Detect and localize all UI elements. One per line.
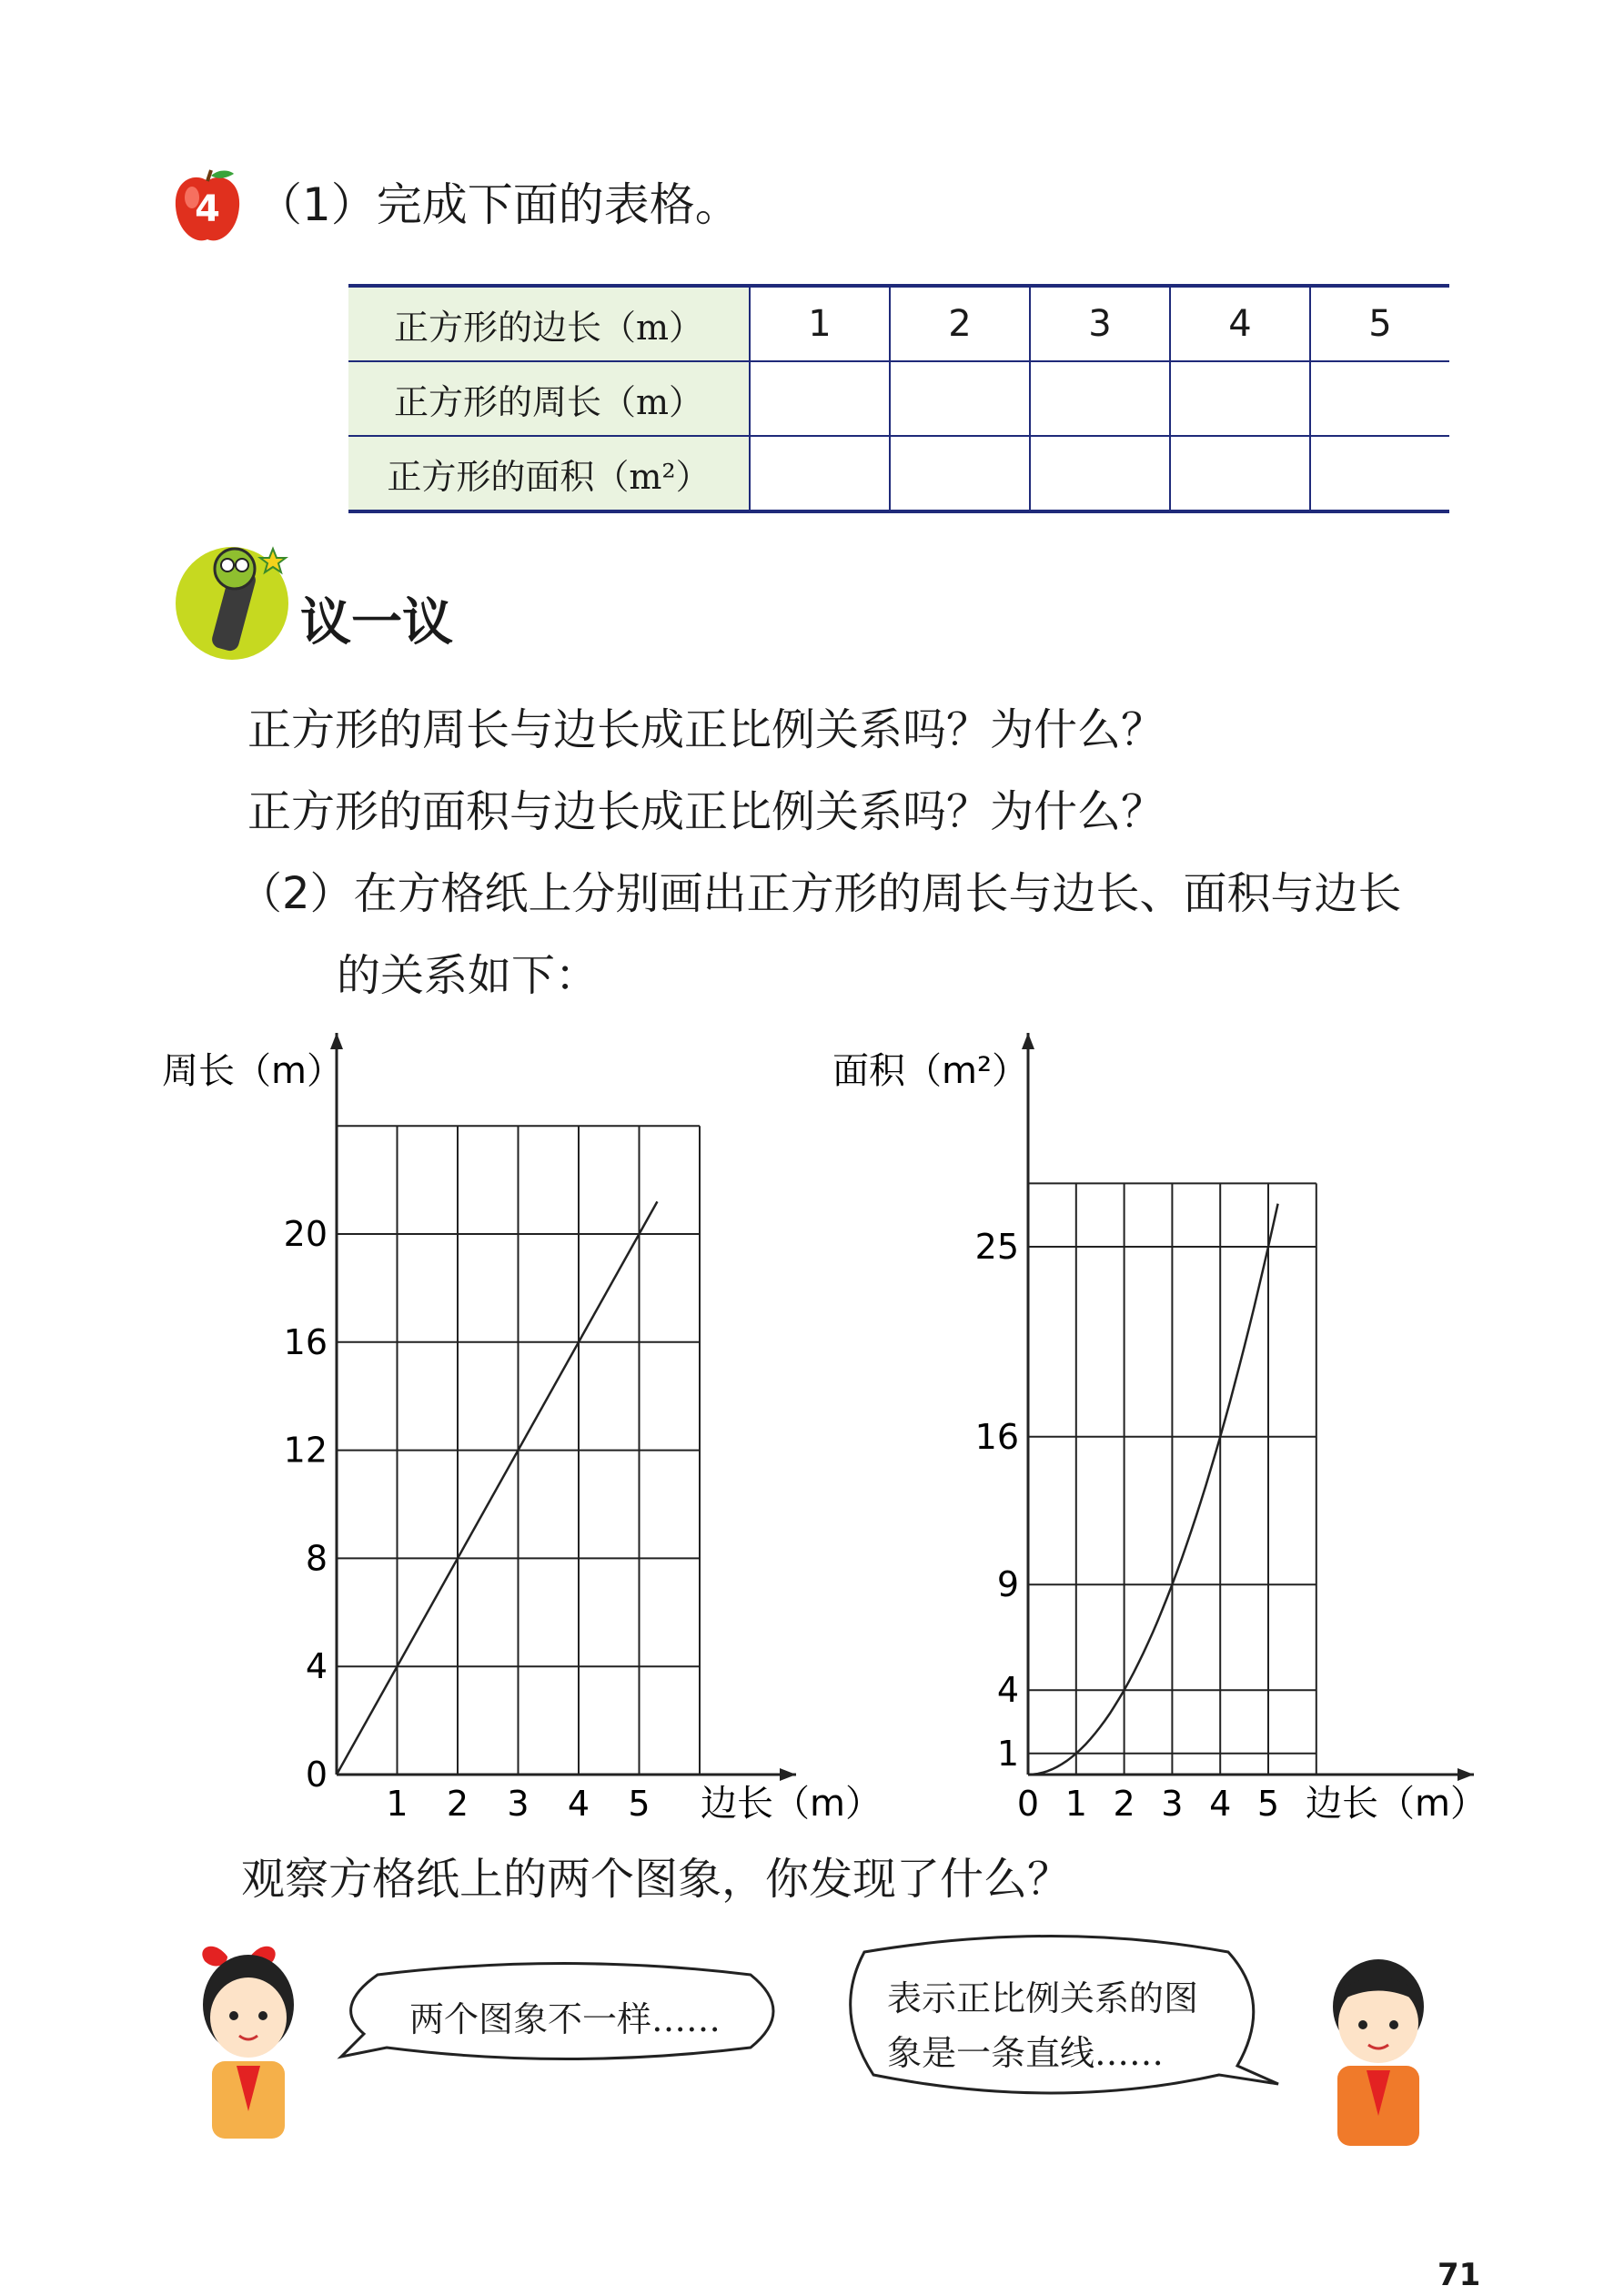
table-cell: 4 — [1170, 286, 1310, 361]
girl-speech-text: 两个图象不一样…… — [409, 1999, 721, 2039]
boy-speech-line1: 表示正比例关系的图 — [887, 1978, 1199, 2018]
x-tick-label: 5 — [1256, 1784, 1280, 1824]
table-cell: 5 — [1310, 286, 1449, 361]
table-cell: 3 — [1030, 286, 1170, 361]
x-axis-label: 边长（m） — [701, 1783, 882, 1825]
x-tick-label: 3 — [1161, 1784, 1184, 1824]
boy-speech-bubble — [828, 1929, 1283, 2102]
girl-speech-bubble — [332, 1957, 796, 2066]
y-axis-label: 面积（m²） — [832, 1050, 1028, 1092]
part2-line2: 的关系如下： — [337, 950, 600, 1001]
y-tick-label: 16 — [283, 1321, 328, 1362]
x-tick-label: 4 — [567, 1784, 590, 1824]
table-cell: 1 — [750, 286, 890, 361]
x-tick-label: 2 — [1113, 1784, 1135, 1824]
discuss-line2: 正方形的面积与边长成正比例关系吗？为什么？ — [247, 786, 1165, 837]
observe-question: 观察方格纸上的两个图象，你发现了什么？ — [241, 1854, 1072, 1905]
page-number: 71 — [1437, 2257, 1481, 2293]
y-tick-label: 9 — [996, 1564, 1019, 1605]
boy-avatar — [1310, 1943, 1447, 2148]
y-tick-label: 12 — [283, 1430, 328, 1471]
y-tick-label: 4 — [996, 1670, 1019, 1711]
y-tick-label: 4 — [305, 1646, 328, 1687]
x-tick-label: 5 — [628, 1784, 651, 1824]
x-tick-label: 4 — [1209, 1784, 1232, 1824]
table-cell: 2 — [890, 286, 1030, 361]
x-tick-label: 2 — [446, 1784, 469, 1824]
boy-speech-line2: 象是一条直线…… — [887, 2033, 1165, 2073]
question-part1: （1）完成下面的表格。 — [257, 178, 741, 231]
y-tick-label: 1 — [996, 1733, 1019, 1774]
x-tick-label: 1 — [386, 1784, 409, 1824]
y-axis-label: 周长（m） — [162, 1050, 343, 1092]
y-tick-label: 8 — [305, 1538, 328, 1579]
question-number: 4 — [195, 188, 220, 230]
y-tick-label: 16 — [974, 1416, 1019, 1457]
row-label: 正方形的面积（m²） — [348, 436, 750, 511]
x-tick-label: 3 — [507, 1784, 530, 1824]
discuss-line1: 正方形的周长与边长成正比例关系吗？为什么？ — [247, 704, 1165, 755]
x-axis-arrow — [1458, 1768, 1474, 1781]
y-tick-label: 20 — [283, 1214, 328, 1254]
girl-avatar — [187, 1934, 314, 2143]
part2-line1: （2）在方格纸上分别画出正方形的周长与边长、面积与边长 — [238, 868, 1402, 919]
row-label: 正方形的边长（m） — [348, 286, 750, 361]
discuss-title: 议一议 — [300, 593, 453, 652]
y-axis-arrow — [1022, 1033, 1034, 1049]
y-tick-label: 25 — [974, 1227, 1019, 1267]
row-label: 正方形的周长（m） — [348, 361, 750, 436]
x-tick-label: 0 — [1016, 1784, 1040, 1824]
series-line — [1028, 1204, 1278, 1775]
y-tick-label: 0 — [305, 1755, 328, 1795]
x-axis-label: 边长（m） — [1306, 1783, 1487, 1825]
x-tick-label: 1 — [1064, 1784, 1087, 1824]
